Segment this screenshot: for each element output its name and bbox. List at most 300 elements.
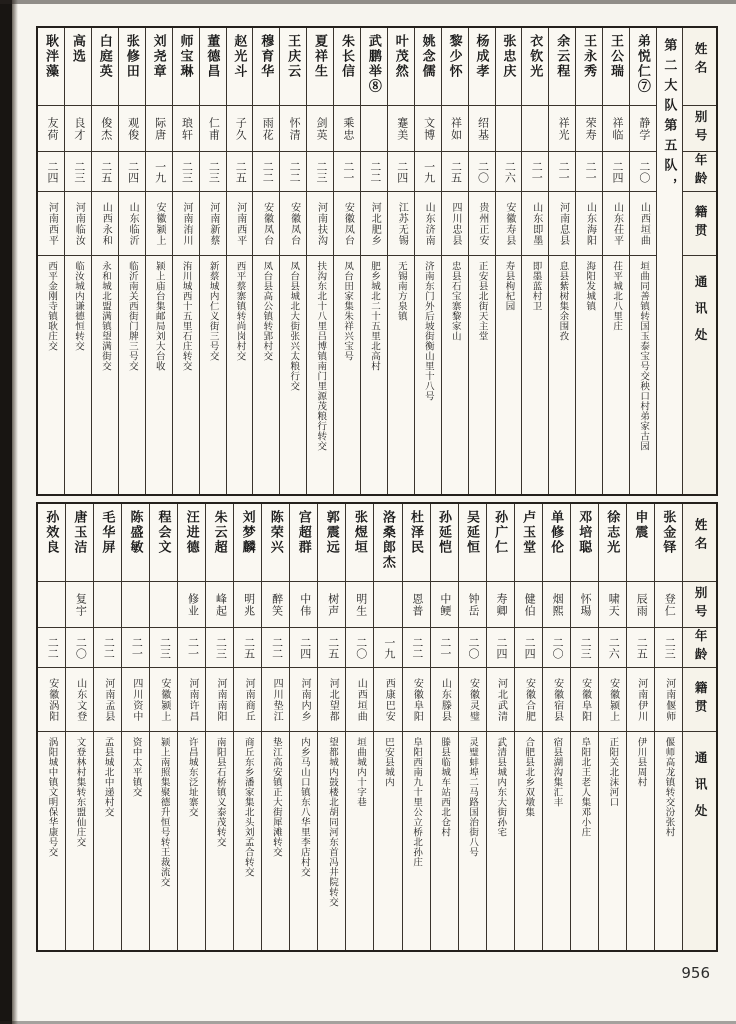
entry-alias-cell (346, 582, 373, 628)
entry-name: 夏祥生 (313, 34, 329, 79)
entry-address-cell (442, 256, 468, 494)
entry-name: 董德昌 (205, 34, 221, 79)
entry-alias: 绍基 (476, 116, 489, 141)
entry-origin-cell (253, 192, 279, 256)
entry-name-cell (290, 504, 317, 582)
entry-origin-cell (146, 192, 172, 256)
entry-alias-cell (522, 106, 548, 152)
entry-alias-cell (442, 106, 468, 152)
entry-alias-cell (38, 106, 64, 152)
entry-origin: 河南偃师 (663, 677, 675, 722)
entry-address: 商丘东乡潘家集北头刘孟合转交 (242, 737, 253, 877)
entry-origin: 安徽凤台 (342, 201, 354, 246)
entry-name-cell (603, 28, 629, 106)
entry-age: 二六 (607, 636, 620, 659)
entry-alias: 中鲠 (438, 592, 451, 617)
entry-alias-cell (227, 106, 253, 152)
entry-age: 二四 (610, 160, 623, 183)
entry-origin: 山西垣曲 (355, 677, 367, 722)
entry-origin-cell (262, 668, 289, 732)
entry-address-cell (346, 732, 373, 950)
entry-column (121, 504, 149, 950)
entry-age: 二三 (207, 160, 220, 183)
entry-origin-cell (150, 668, 177, 732)
entry-alias-cell (603, 106, 629, 152)
entry-alias: 乘忠 (341, 116, 354, 141)
field-header-label: 年龄 (693, 629, 708, 666)
entry-origin: 河南南阳 (215, 677, 227, 722)
entry-name-cell (403, 504, 430, 582)
entry-name: 毛华屏 (100, 510, 116, 555)
entry-address: 宿县湖沟集汇丰 (551, 737, 562, 807)
entry-name: 王公瑞 (609, 34, 625, 79)
entry-age: 二二 (368, 160, 381, 183)
entry-name: 吴延恒 (465, 510, 481, 555)
entry-column (38, 28, 64, 494)
field-header-alias (683, 582, 716, 628)
entry-alias: 明生 (354, 592, 367, 617)
entry-name-cell (431, 504, 458, 582)
entry-address-cell (290, 732, 317, 950)
entry-age: 二二 (46, 636, 59, 659)
entry-age-cell (227, 152, 253, 192)
entry-column (542, 504, 570, 950)
entry-age-cell (522, 152, 548, 192)
entry-age-cell (38, 152, 64, 192)
entry-alias-cell (92, 106, 118, 152)
field-header-label: 籍贯 (693, 205, 708, 242)
entry-address-cell (469, 256, 495, 494)
entry-age: 二五 (242, 636, 255, 659)
entry-origin-cell (374, 668, 401, 732)
entry-address-cell (280, 256, 306, 494)
entry-age: 二二 (410, 636, 423, 659)
entry-alias-cell (431, 582, 458, 628)
entry-origin: 山东临沂 (127, 201, 139, 246)
entry-alias-cell (122, 582, 149, 628)
entry-column (548, 28, 575, 494)
field-header-alias (683, 106, 716, 152)
field-header-origin (683, 192, 716, 256)
entry-column (289, 504, 317, 950)
entry-name: 唐玉洁 (72, 510, 88, 555)
entry-alias-cell (146, 106, 172, 152)
entry-age-cell (206, 628, 233, 668)
entry-origin-cell (515, 668, 542, 732)
entry-age-cell (442, 152, 468, 192)
entry-age: 二〇 (354, 636, 367, 659)
entry-column (345, 504, 373, 950)
entry-name-cell (496, 28, 522, 106)
entry-origin: 安徽颍上 (154, 201, 166, 246)
entry-origin-cell (38, 192, 64, 256)
entry-column (521, 28, 548, 494)
entry-origin: 安徽阜阳 (411, 677, 423, 722)
entry-origin-cell (66, 668, 93, 732)
entry-age-cell (318, 628, 345, 668)
entry-alias: 怀清 (288, 116, 301, 141)
field-header-label: 通讯处 (693, 275, 708, 355)
entry-address-cell (374, 732, 401, 950)
entry-address: 阜阳北王老人集邓小庄 (579, 737, 590, 837)
entry-age: 二四 (495, 636, 508, 659)
entry-name: 姚念儒 (420, 34, 436, 79)
entry-origin-cell (522, 192, 548, 256)
entry-name-cell (173, 28, 199, 106)
entry-age-cell (655, 628, 682, 668)
entry-name-cell (515, 504, 542, 582)
entry-alias: 仁甫 (207, 116, 220, 141)
entry-origin: 山东茌平 (611, 201, 623, 246)
entry-name-cell (253, 28, 279, 106)
entry-address-cell (38, 256, 64, 494)
entry-age: 二三 (315, 160, 327, 183)
entry-name: 王永秀 (582, 34, 598, 79)
entry-address: 孟县城北中递村交 (102, 737, 113, 817)
entry-age: 二三 (158, 636, 171, 659)
entry-address: 西平金刚寺镇耿庄交 (46, 261, 57, 351)
entry-name: 孙效良 (44, 510, 60, 555)
entry-address-cell (178, 732, 205, 950)
entry-age: 二三 (180, 160, 193, 183)
entry-name-cell (627, 504, 654, 582)
entry-address-cell (388, 256, 414, 494)
entry-origin: 河南临汝 (73, 201, 85, 246)
entry-name: 申震 (633, 510, 649, 540)
entry-address-cell (65, 256, 91, 494)
field-header-label: 籍贯 (693, 681, 708, 718)
entry-age: 二五 (234, 160, 247, 183)
entry-origin: 四川资中 (130, 677, 142, 722)
entry-age-cell (253, 152, 279, 192)
entry-alias: 中伟 (298, 592, 311, 617)
entry-name: 张修田 (124, 34, 140, 79)
entry-name-cell (469, 28, 495, 106)
entry-age: 二二 (270, 636, 283, 659)
entry-address-cell (307, 256, 333, 494)
entry-name-cell (576, 28, 602, 106)
entry-address-cell (403, 732, 430, 950)
entry-address: 即墨蓝村卫 (530, 261, 541, 311)
entry-address-cell (200, 256, 226, 494)
entry-address: 合肥县北乡双墩集 (523, 737, 534, 817)
entry-age-cell (415, 152, 441, 192)
entry-alias-cell (515, 582, 542, 628)
entry-name: 单修伦 (549, 510, 565, 555)
entry-alias: 钟岳 (466, 592, 479, 617)
entry-origin-cell (603, 192, 629, 256)
entry-address: 垣曲同善镇转国玉泰宝号交秧口村弟家古园 (638, 261, 649, 451)
entry-age-cell (459, 628, 486, 668)
entry-origin: 安徽颍上 (158, 677, 170, 722)
entry-column (118, 28, 145, 494)
entry-origin: 山东即墨 (530, 201, 542, 246)
entry-alias-cell (543, 582, 570, 628)
entry-name: 武鹏举⑧ (366, 34, 382, 94)
entry-address: 西平蔡寨镇转尚岗村交 (234, 261, 245, 361)
entry-address: 伊川县周村 (635, 737, 646, 787)
entry-age: 二四 (395, 160, 408, 183)
entry-address: 临沂南关西街门牌三号交 (126, 261, 137, 371)
field-header-label: 年龄 (693, 153, 708, 190)
entry-address-cell (361, 256, 387, 494)
entry-alias: 文博 (422, 116, 435, 141)
entry-age: 一九 (382, 636, 395, 659)
entry-column (495, 28, 522, 494)
entry-alias: 祥临 (610, 116, 623, 141)
entry-alias-cell (361, 106, 387, 152)
entry-address: 灵璧蚌埠二马路国治街八号 (467, 737, 478, 857)
entry-age-cell (38, 628, 65, 668)
entry-address-cell (599, 732, 626, 950)
entry-alias-cell (94, 582, 121, 628)
entry-address-cell (496, 256, 522, 494)
entry-name-cell (146, 28, 172, 106)
entry-address-cell (549, 256, 575, 494)
entry-name: 朱长信 (339, 34, 355, 79)
entry-address-cell (262, 732, 289, 950)
entry-column (598, 504, 626, 950)
entry-name: 宫超群 (296, 510, 312, 555)
entry-address: 文登林村集转东盟仙庄交 (74, 737, 85, 847)
entry-column (93, 504, 121, 950)
entry-address: 茌平城北八里庄 (611, 261, 622, 331)
entry-address: 武清县城内东大街孙宅 (495, 737, 506, 837)
entry-name-cell (334, 28, 360, 106)
entry-name-cell (262, 504, 289, 582)
entry-column (233, 504, 261, 950)
entry-origin-cell (576, 192, 602, 256)
entry-origin-cell (655, 668, 682, 732)
entry-origin-cell (630, 192, 656, 256)
entry-age: 二五 (99, 160, 112, 183)
entry-name: 陈盛敏 (128, 510, 144, 555)
entry-origin: 山东文登 (74, 677, 86, 722)
entry-origin-cell (571, 668, 598, 732)
entry-alias: 荣寿 (584, 116, 597, 141)
entry-address: 正安县北街天主堂 (476, 261, 487, 341)
entry-address: 海阳发城镇 (584, 261, 595, 311)
entry-address-cell (487, 732, 514, 950)
entry-alias: 醉笑 (270, 592, 283, 617)
entry-column (38, 504, 65, 950)
entry-origin: 山西垣曲 (638, 201, 650, 246)
entry-origin: 安徽灵璧 (467, 677, 479, 722)
entry-age-cell (334, 152, 360, 192)
entry-address-cell (150, 732, 177, 950)
entry-age: 二五 (449, 160, 462, 183)
entry-alias: 恩普 (410, 592, 423, 617)
entry-address-cell (253, 256, 279, 494)
entry-alias-cell (576, 106, 602, 152)
entry-age-cell (403, 628, 430, 668)
entry-address: 涡阳城中镇文明保华康号交 (46, 737, 57, 857)
entry-alias: 复宇 (74, 592, 87, 617)
entry-alias-cell (150, 582, 177, 628)
entry-name-cell (66, 504, 93, 582)
entry-column (91, 28, 118, 494)
entry-age-cell (119, 152, 145, 192)
entry-column (317, 504, 345, 950)
entry-name: 汪进德 (184, 510, 200, 555)
entry-column (430, 504, 458, 950)
entry-age-cell (122, 628, 149, 668)
entry-age-cell (150, 628, 177, 668)
entry-origin: 安徽涡阳 (46, 677, 58, 722)
entry-origin-cell (227, 192, 253, 256)
entry-alias: 登仁 (663, 592, 676, 617)
section-label: 第二大队第五队， (662, 38, 678, 198)
entry-address-cell (655, 732, 682, 950)
entry-name-cell (280, 28, 306, 106)
entry-address-cell (459, 732, 486, 950)
entry-age-cell (307, 152, 333, 192)
entry-name-cell (122, 504, 149, 582)
entry-name-cell (234, 504, 261, 582)
entry-alias-cell (630, 106, 656, 152)
entry-alias-cell (262, 582, 289, 628)
entry-name-cell (459, 504, 486, 582)
entry-age-cell (543, 628, 570, 668)
entry-origin-cell (173, 192, 199, 256)
entry-alias-cell (459, 582, 486, 628)
entry-column (65, 504, 93, 950)
entry-alias-cell (374, 582, 401, 628)
entry-origin: 河南内乡 (299, 677, 311, 722)
entry-alias: 明兆 (242, 592, 255, 617)
entry-name: 衣钦光 (528, 34, 544, 79)
entry-origin: 安徽阜阳 (579, 677, 591, 722)
entry-address-cell (334, 256, 360, 494)
entry-name: 王庆云 (286, 34, 302, 79)
entry-alias-cell (66, 582, 93, 628)
entry-name: 孙广仁 (493, 510, 509, 555)
entry-origin-cell (549, 192, 575, 256)
entry-age-cell (515, 628, 542, 668)
entry-address: 凤台县高公镇转郢村交 (261, 261, 272, 361)
entry-address-cell (122, 732, 149, 950)
entry-origin-cell (496, 192, 522, 256)
entry-name-cell (487, 504, 514, 582)
entry-name-cell (318, 504, 345, 582)
roster-table-bottom (36, 502, 718, 952)
entry-age: 二一 (438, 636, 451, 659)
entry-age: 二三 (663, 636, 676, 659)
entry-age-cell (549, 152, 575, 192)
entry-name: 杜泽民 (408, 510, 424, 555)
entry-address: 巴安县城内 (383, 737, 394, 787)
entry-origin: 西康巴安 (383, 677, 395, 722)
entry-column (360, 28, 387, 494)
entry-column (570, 504, 598, 950)
entry-age-cell (346, 628, 373, 668)
entry-name-cell (38, 28, 64, 106)
entry-address: 寿县枸杞园 (503, 261, 514, 311)
entry-name-cell (178, 504, 205, 582)
entry-column (626, 504, 654, 950)
entry-column (441, 28, 468, 494)
entry-address: 永和城北盟满镇望满街交 (99, 261, 110, 371)
entry-origin: 河北肥乡 (369, 201, 381, 246)
entry-address-cell (206, 732, 233, 950)
entry-origin-cell (403, 668, 430, 732)
entry-alias: 雨花 (261, 116, 274, 141)
entry-name: 刘梦麟 (240, 510, 256, 555)
entry-age: 二〇 (476, 160, 489, 183)
scan-gutter-fade (12, 0, 18, 1024)
entry-column (654, 504, 682, 950)
entry-origin: 安徽凤台 (261, 201, 273, 246)
entry-address-cell (415, 256, 441, 494)
entry-alias-cell (415, 106, 441, 152)
entry-address: 内乡马山口镇东八华里李店村交 (298, 737, 309, 877)
field-header-label: 姓名 (693, 42, 708, 79)
entry-origin-cell (459, 668, 486, 732)
entry-column (486, 504, 514, 950)
entry-address-cell (234, 732, 261, 950)
entry-name-cell (388, 28, 414, 106)
entry-name: 耿泮藻 (43, 34, 59, 79)
entry-age: 二四 (523, 636, 536, 659)
entry-age: 二二 (288, 160, 301, 183)
entry-name: 师宝琳 (178, 34, 194, 79)
entry-alias-cell (627, 582, 654, 628)
entry-age-cell (487, 628, 514, 668)
entry-alias-cell (599, 582, 626, 628)
entry-alias-cell (200, 106, 226, 152)
entry-age-cell (290, 628, 317, 668)
entry-age-cell (280, 152, 306, 192)
entry-origin-cell (388, 192, 414, 256)
entry-age: 二一 (584, 160, 597, 183)
entry-origin: 河北武清 (495, 677, 507, 722)
entry-age: 二三 (214, 636, 227, 659)
entry-address-cell (627, 732, 654, 950)
entry-age: 二三 (579, 636, 592, 659)
entry-alias: 峰起 (214, 592, 227, 617)
entry-name-cell (415, 28, 441, 106)
entry-alias: 子久 (234, 116, 247, 141)
entry-address-cell (119, 256, 145, 494)
entry-age-cell (66, 628, 93, 668)
entry-name-cell (38, 504, 65, 582)
entry-name: 穆育华 (259, 34, 275, 79)
entry-address-cell (630, 256, 656, 494)
entry-alias-cell (403, 582, 430, 628)
entry-address: 无锡南方泉镇 (395, 261, 406, 321)
entry-alias-cell (318, 582, 345, 628)
entry-alias-cell (38, 582, 65, 628)
entry-name: 余云程 (555, 34, 571, 79)
header-column (682, 504, 716, 950)
entry-origin-cell (361, 192, 387, 256)
entry-name-cell (65, 28, 91, 106)
entry-alias: 修业 (186, 592, 199, 617)
entry-address: 新蔡城内仁义街三号交 (207, 261, 218, 361)
entry-name: 孙延恺 (436, 510, 452, 555)
entry-address-cell (571, 732, 598, 950)
entry-origin-cell (92, 192, 118, 256)
entry-name-cell (630, 28, 656, 106)
entry-age: 二一 (341, 160, 354, 183)
entry-origin-cell (200, 192, 226, 256)
entry-origin-cell (38, 668, 65, 732)
entry-alias-cell (280, 106, 306, 152)
entry-address: 临汝城内谦德恒转交 (73, 261, 84, 351)
entry-age-cell (599, 628, 626, 668)
entry-name-cell (200, 28, 226, 106)
entry-age: 二四 (45, 160, 58, 183)
